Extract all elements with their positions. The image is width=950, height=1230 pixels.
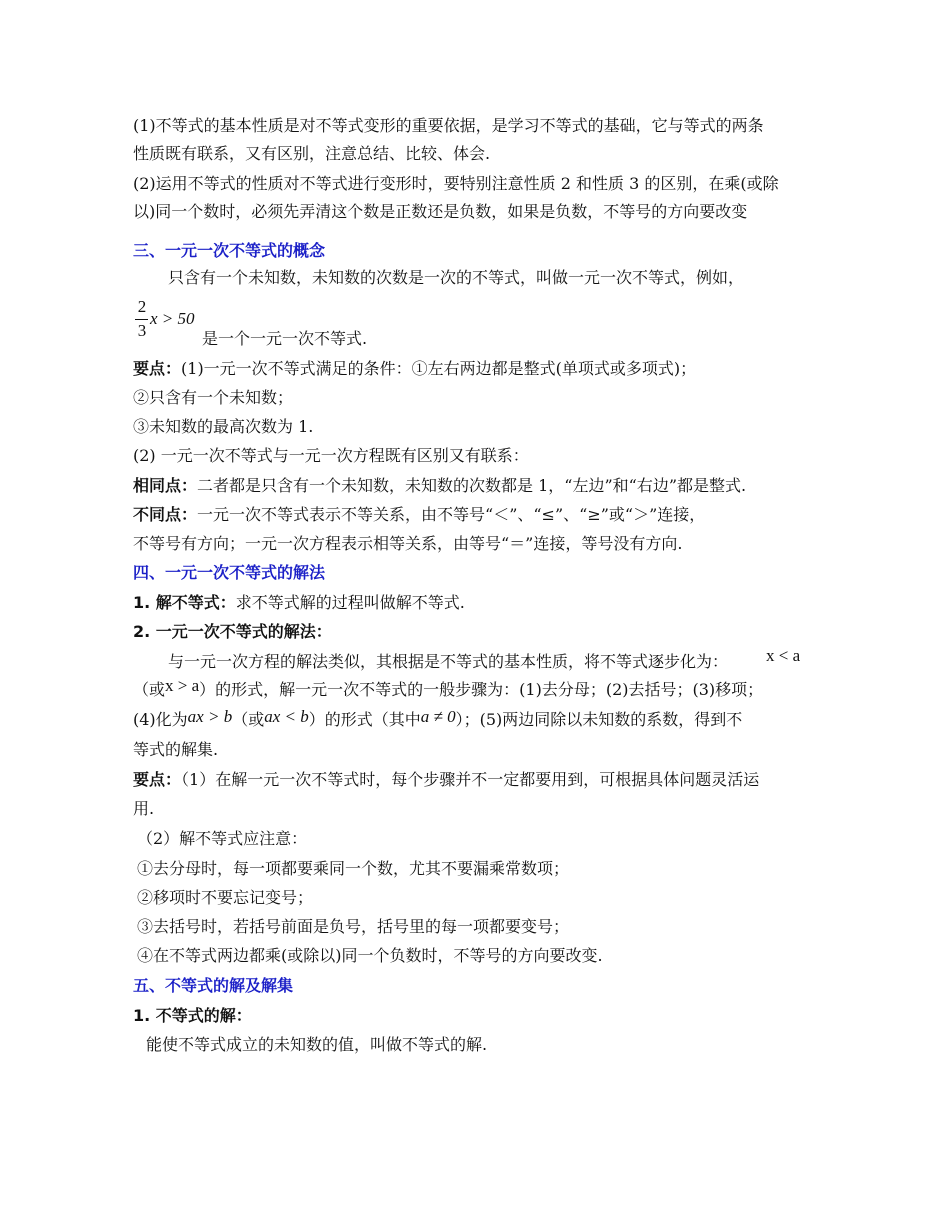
- text-or: （或: [133, 680, 166, 699]
- section-4-key-point-4: ②移项时不要忘记变号；: [137, 888, 314, 907]
- expr-ax-less-b: ax < b: [264, 707, 309, 726]
- key-point-label-2: 要点：: [133, 770, 182, 789]
- expr-ax-greater-b: ax > b: [187, 707, 233, 726]
- section-4-heading: 四、一元一次不等式的解法: [133, 563, 326, 582]
- text-or-2: （或: [232, 710, 265, 729]
- solving-method-line-2: [133, 676, 764, 700]
- example-inequality: x > 50: [150, 309, 195, 328]
- example-inequality-tail: 是一个一元一次不等式.: [202, 329, 368, 348]
- text-step-4: (4)化为: [133, 710, 188, 729]
- key-point-text: (1)一元一次不等式满足的条件：①左右两边都是整式(单项式或多项式)；: [181, 359, 697, 378]
- section-4-item-2-label: 2. 一元一次不等式的解法：: [133, 622, 332, 641]
- different-points-label: 不同点：: [133, 505, 198, 524]
- paragraph-2-line-1: (2)运用不等式的性质对不等式进行变形时，要特别注意性质 2 和性质 3 的区别，在乘(或除: [133, 174, 779, 193]
- section-3-key-point-2: ②只含有一个未知数；: [133, 388, 294, 407]
- different-points-line-2: 不等号有方向；一元一次方程表示相等关系，由等号“＝”连接，等号没有方向.: [133, 534, 683, 553]
- expr-x-greater-a: x > a: [165, 676, 200, 695]
- text-step-5: ）；(5)两边同除以未知数的系数，得到不: [455, 710, 743, 729]
- section-5-item-1-label: 1. 不等式的解：: [133, 1006, 252, 1025]
- expr-x-less-a: x < a: [766, 646, 801, 665]
- same-points: [133, 476, 746, 496]
- section-3-key-point-3: ③未知数的最高次数为 1.: [133, 417, 314, 436]
- section-4-key-point-6: ④在不等式两边都乘(或除以)同一个负数时，不等号的方向要改变.: [137, 946, 603, 965]
- paragraph-2-line-2: 以)同一个数时，必须先弄清这个数是正数还是负数，如果是负数，不等号的方向要改变: [133, 202, 748, 221]
- same-points-label: 相同点：: [133, 476, 198, 495]
- section-3-key-point-1: [133, 359, 696, 379]
- solving-method-text: 与一元一次方程的解法类似，其根据是不等式的基本性质，将不等式逐步化为：: [168, 652, 729, 671]
- section-3-heading: 三、一元一次不等式的概念: [133, 241, 326, 260]
- different-points: [133, 505, 705, 525]
- key-point-text-2: （1）在解一元一次不等式时，每个步骤并不一定都要用到，可根据具体问题灵活运: [181, 770, 760, 789]
- section-3-key-point-4: (2) 一元一次不等式与一元一次方程既有区别又有联系：: [133, 446, 529, 465]
- section-5-heading: 五、不等式的解及解集: [133, 976, 294, 995]
- same-points-text: 二者都是只含有一个未知数，未知数的次数都是 1，“左边”和“右边”都是整式.: [197, 476, 747, 495]
- section-4-key-point-1-cont: 用.: [133, 799, 155, 818]
- section-4-item-1: [133, 593, 465, 613]
- item-1-text: 求不等式解的过程叫做解不等式.: [235, 593, 465, 612]
- fraction-numerator: 2: [137, 297, 147, 316]
- section-3-definition: 只含有一个未知数，未知数的次数是一次的不等式，叫做一元一次不等式，例如，: [168, 268, 745, 287]
- expr-a-not-zero: a ≠ 0: [420, 707, 456, 726]
- solving-steps-text: ）的形式，解一元一次不等式的一般步骤为：(1)去分母；(2)去括号；(3)移项；: [199, 680, 764, 699]
- different-points-text: 一元一次不等式表示不等关系，由不等号“＜”、“≤”、“≥”或“＞”连接，: [197, 505, 706, 524]
- section-5-item-1-text: 能使不等式成立的未知数的值，叫做不等式的解.: [146, 1035, 488, 1054]
- section-4-key-point-1: [133, 770, 759, 790]
- text-where: ）的形式（其中: [308, 710, 421, 729]
- section-4-key-point-2: （2）解不等式应注意：: [137, 829, 308, 848]
- solving-method-line-1: [168, 652, 728, 672]
- solving-method-line-3: [133, 707, 743, 730]
- paragraph-1-line-1: (1)不等式的基本性质是对不等式变形的重要依据，是学习不等式的基础，它与等式的两条: [133, 116, 764, 135]
- item-1-label: 1. 解不等式：: [133, 593, 236, 612]
- fraction-denominator: 3: [137, 321, 147, 340]
- section-4-key-point-5: ③去括号时，若括号前面是负号，括号里的每一项都要变号；: [137, 917, 570, 936]
- paragraph-1-line-2: 性质既有联系，又有区别，注意总结、比较、体会.: [133, 144, 491, 163]
- section-4-key-point-3: ①去分母时，每一项都要乘同一个数，尤其不要漏乘常数项；: [137, 859, 570, 878]
- solving-method-line-4: 等式的解集.: [133, 740, 219, 759]
- key-point-label: 要点：: [133, 359, 182, 378]
- fraction-bar: [135, 319, 148, 320]
